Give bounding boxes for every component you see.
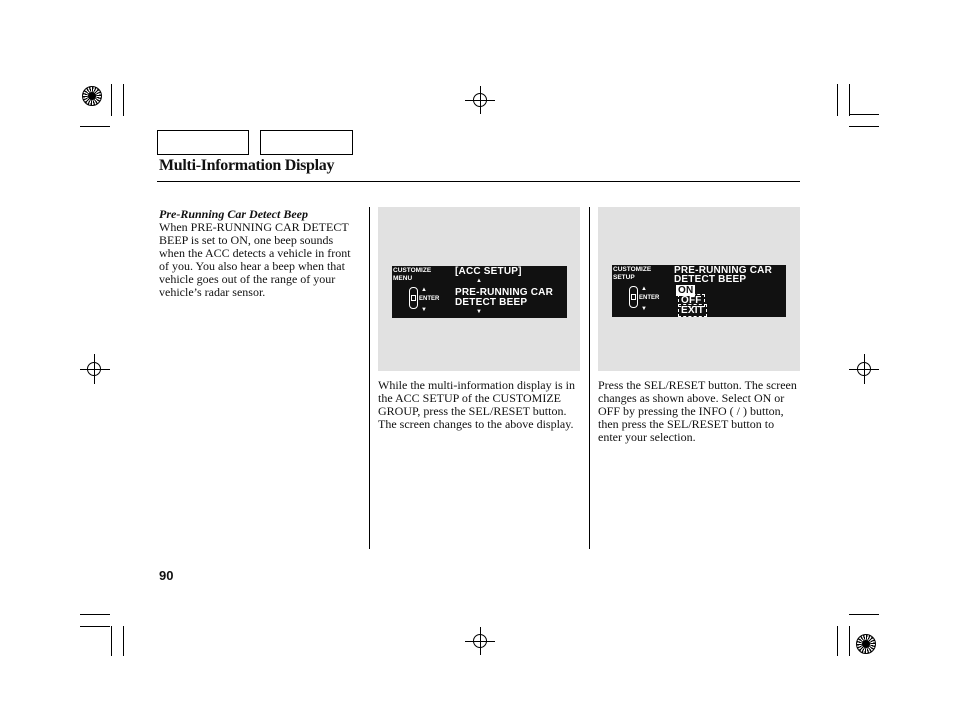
column-divider-2 (589, 207, 590, 549)
lcd1-line2: PRE-RUNNING CAR (455, 287, 553, 298)
lcd1-line1: [ACC SETUP] (455, 266, 522, 277)
knob-icon (629, 286, 638, 308)
lcd2-option-exit: EXIT (678, 306, 707, 316)
page-number: 90 (159, 568, 174, 583)
display-panel-2 (598, 207, 800, 371)
lcd2-line2: DETECT BEEP (674, 274, 747, 285)
left-body: When PRE-RUNNING CAR DETECT BEEP is set to ON, one beep sounds when the ACC detects a vehicle in front of you. You also hear a beep when that vehicle goes out of the range of your vehicle’s radar sensor. (159, 220, 351, 299)
lcd-screen-1 (392, 266, 567, 318)
lcd-screen-2 (612, 265, 786, 317)
subheading: Pre-Running Car Detect Beep (159, 207, 308, 221)
lcd2-option-off: OFF (678, 296, 705, 306)
page-title: Multi-Information Display (159, 157, 335, 174)
header-tab-box-2 (260, 130, 353, 155)
panel-2-caption: Press the SEL/RESET button. The screen changes as shown above. Select ON or OFF by pressing the INFO ( / ) button, then press the SEL/RESET button to enter your selection. (598, 378, 797, 444)
arrow-down-icon: ▼ (641, 306, 647, 312)
lcd2-line1: PRE-RUNNING CAR (674, 265, 772, 276)
knob-icon (409, 287, 418, 309)
title-rule (157, 181, 800, 182)
lcd1-line3: DETECT BEEP (455, 297, 528, 308)
display-panel-1 (378, 207, 580, 371)
arrow-down-icon: ▼ (476, 309, 482, 315)
arrow-down-icon: ▼ (421, 307, 427, 313)
panel-1-caption: While the multi-information display is in the ACC SETUP of the CUSTOMIZE GROUP, press the SEL/RESET button. The screen changes to the above display. (378, 378, 575, 431)
left-column-text (159, 208, 362, 299)
lcd1-side-label: CUSTOMIZE MENU (393, 267, 432, 282)
lcd2-side-label: CUSTOMIZE SETUP (613, 266, 652, 281)
arrow-up-icon: ▲ (476, 278, 482, 284)
lcd2-option-on: ON (678, 285, 694, 296)
header-tab-box-1 (157, 130, 249, 155)
arrow-up-icon: ▲ (641, 286, 647, 292)
lcd1-enter-label: ENTER (419, 296, 440, 302)
arrow-up-icon: ▲ (421, 287, 427, 293)
column-divider-1 (369, 207, 370, 549)
lcd2-enter-label: ENTER (639, 295, 660, 301)
